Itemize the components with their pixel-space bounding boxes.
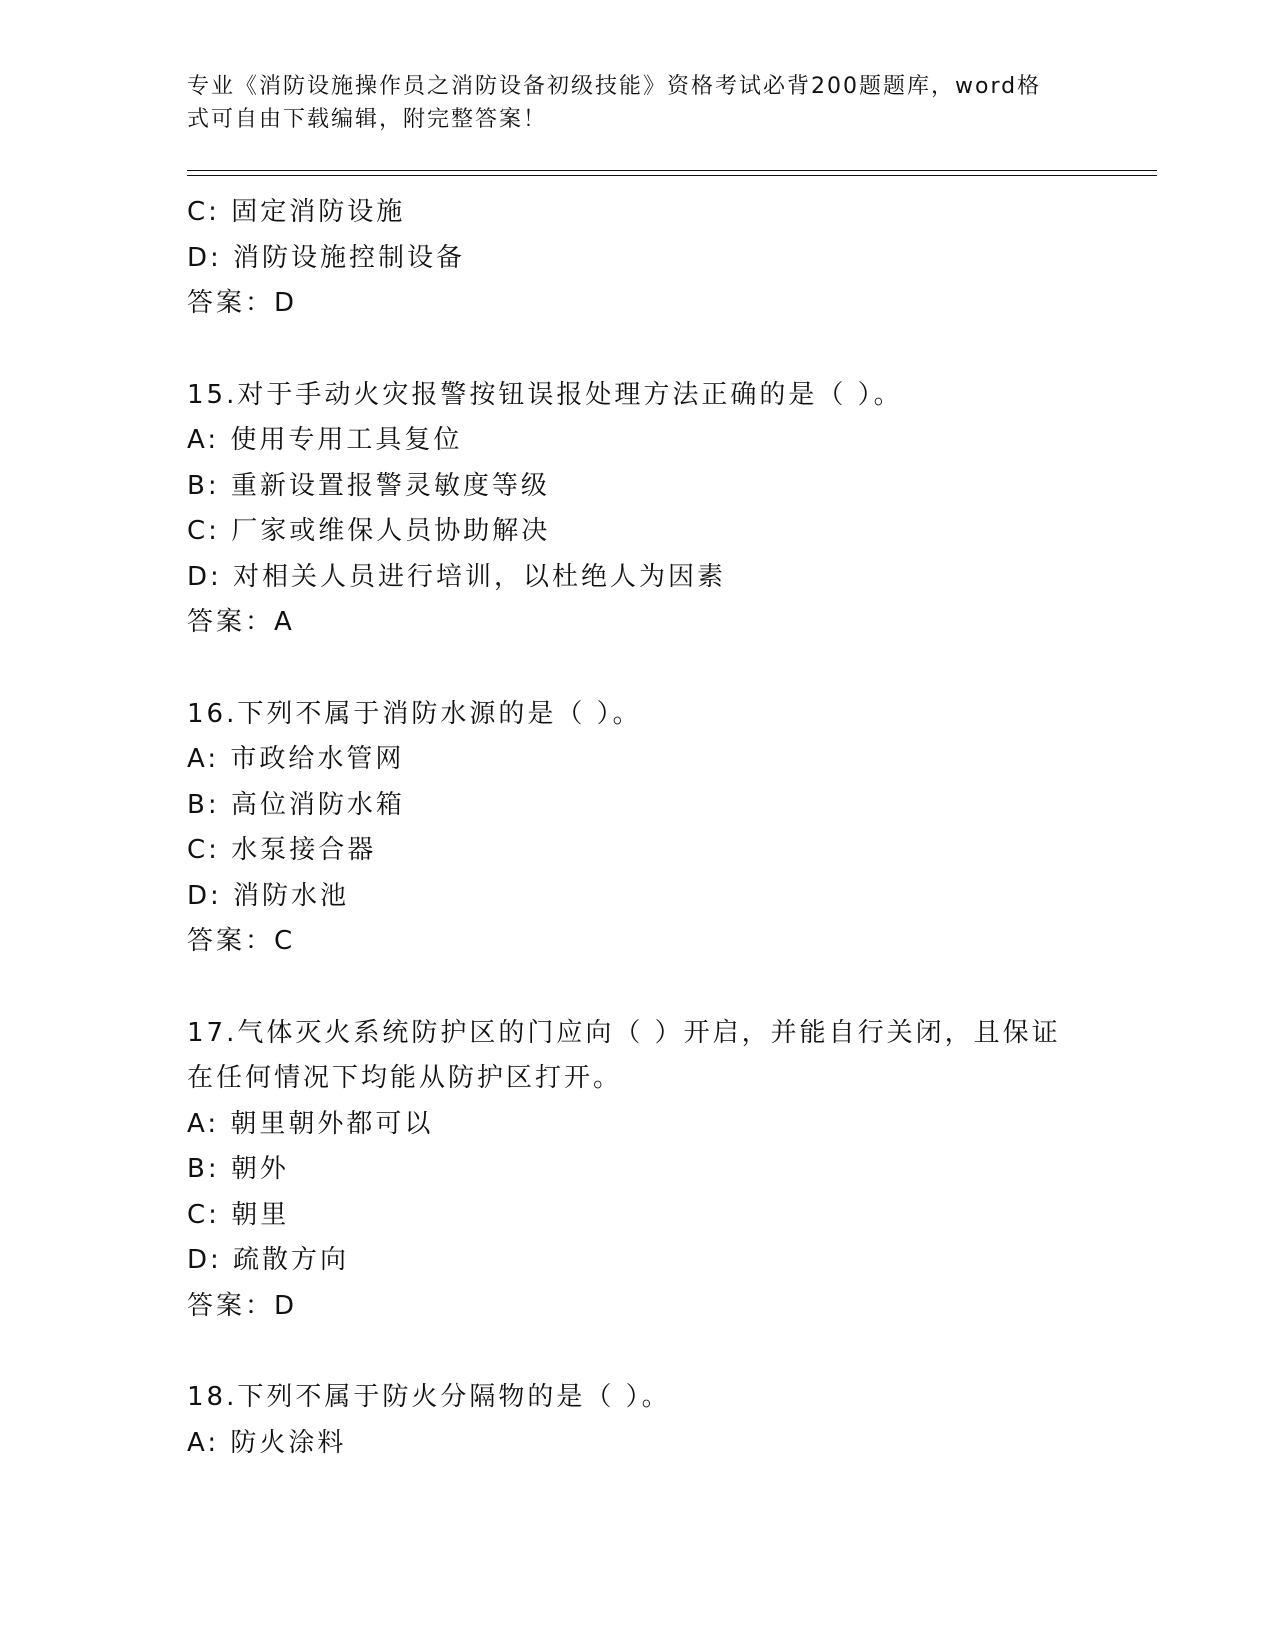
option-label: A: xyxy=(187,744,220,774)
option-label: D: xyxy=(187,880,222,911)
option-text: 朝里 xyxy=(231,1199,290,1230)
option-text: 消防水池 xyxy=(233,880,350,911)
option-label: D: xyxy=(187,242,222,273)
option-c xyxy=(187,190,1087,236)
option-text: 重新设置报警灵敏度等级 xyxy=(230,470,550,501)
spacer xyxy=(187,965,1087,1011)
option-a xyxy=(187,418,1087,464)
option-d xyxy=(187,874,1087,920)
answer-line: 答案：D xyxy=(187,1290,298,1321)
header-divider-bottom xyxy=(187,175,1157,176)
option-label: C: xyxy=(187,1199,220,1230)
option-label: C: xyxy=(187,197,220,227)
option-text: 防火涂料 xyxy=(230,1427,347,1458)
header-divider-top xyxy=(187,170,1157,171)
option-d xyxy=(187,555,1087,601)
option-a xyxy=(187,1421,1087,1467)
option-label: D: xyxy=(187,561,222,592)
option-text: 厂家或维保人员协助解决 xyxy=(231,516,551,546)
question-stem: 18.下列不属于防火分隔物的是（ ）。 xyxy=(187,1382,671,1412)
option-label: A: xyxy=(187,1108,220,1139)
option-label: B: xyxy=(187,789,220,820)
question-14-continued xyxy=(187,190,1087,327)
spacer xyxy=(187,646,1087,692)
option-text: 水泵接合器 xyxy=(231,835,377,865)
question-stem-continued: 在任何情况下均能从防护区打开。 xyxy=(187,1063,623,1093)
option-text: 疏散方向 xyxy=(233,1245,350,1275)
question-list xyxy=(187,190,1087,1466)
option-d xyxy=(187,1238,1087,1284)
option-text: 市政给水管网 xyxy=(230,744,405,774)
answer-line: 答案：D xyxy=(187,288,298,318)
question-16 xyxy=(187,692,1087,965)
option-text: 使用专用工具复位 xyxy=(230,425,463,455)
option-label: C: xyxy=(187,516,220,546)
answer-line: 答案：C xyxy=(187,926,296,956)
option-label: D: xyxy=(187,1245,222,1275)
option-text: 消防设施控制设备 xyxy=(233,242,466,273)
option-label: A: xyxy=(187,1427,220,1458)
question-17 xyxy=(187,1011,1087,1330)
option-text: 朝里朝外都可以 xyxy=(230,1108,434,1139)
option-text: 朝外 xyxy=(230,1154,289,1184)
answer-line: 答案：A xyxy=(187,607,295,637)
header-title-line-2: 式可自由下载编辑，附完整答案！ xyxy=(187,107,548,132)
option-c xyxy=(187,1193,1087,1239)
option-text: 高位消防水箱 xyxy=(230,789,405,820)
option-c xyxy=(187,828,1087,874)
question-stem: 17.气体灭火系统防护区的门应向（ ）开启，并能自行关闭，且保证 xyxy=(187,1017,1061,1048)
option-a xyxy=(187,1102,1087,1148)
option-text: 对相关人员进行培训，以杜绝人为因素 xyxy=(233,561,727,592)
option-label: A: xyxy=(187,425,220,455)
spacer xyxy=(187,327,1087,373)
option-label: B: xyxy=(187,1154,220,1184)
option-label: C: xyxy=(187,835,220,865)
question-15 xyxy=(187,373,1087,646)
option-d xyxy=(187,236,1087,282)
option-label: B: xyxy=(187,470,220,501)
option-a xyxy=(187,737,1087,783)
option-text: 固定消防设施 xyxy=(231,197,406,227)
question-stem: 15.对于手动火灾报警按钮误报处理方法正确的是（ ）。 xyxy=(187,379,903,410)
option-c xyxy=(187,509,1087,555)
header-title-line-1: 专业《消防设施操作员之消防设备初级技能》资格考试必背200题题库，word格 xyxy=(187,74,1042,99)
question-stem: 16.下列不属于消防水源的是（ ）。 xyxy=(187,698,642,729)
option-b xyxy=(187,464,1087,510)
option-b xyxy=(187,783,1087,829)
question-18 xyxy=(187,1375,1087,1466)
spacer xyxy=(187,1329,1087,1375)
option-b xyxy=(187,1147,1087,1193)
document-header xyxy=(187,70,1087,136)
